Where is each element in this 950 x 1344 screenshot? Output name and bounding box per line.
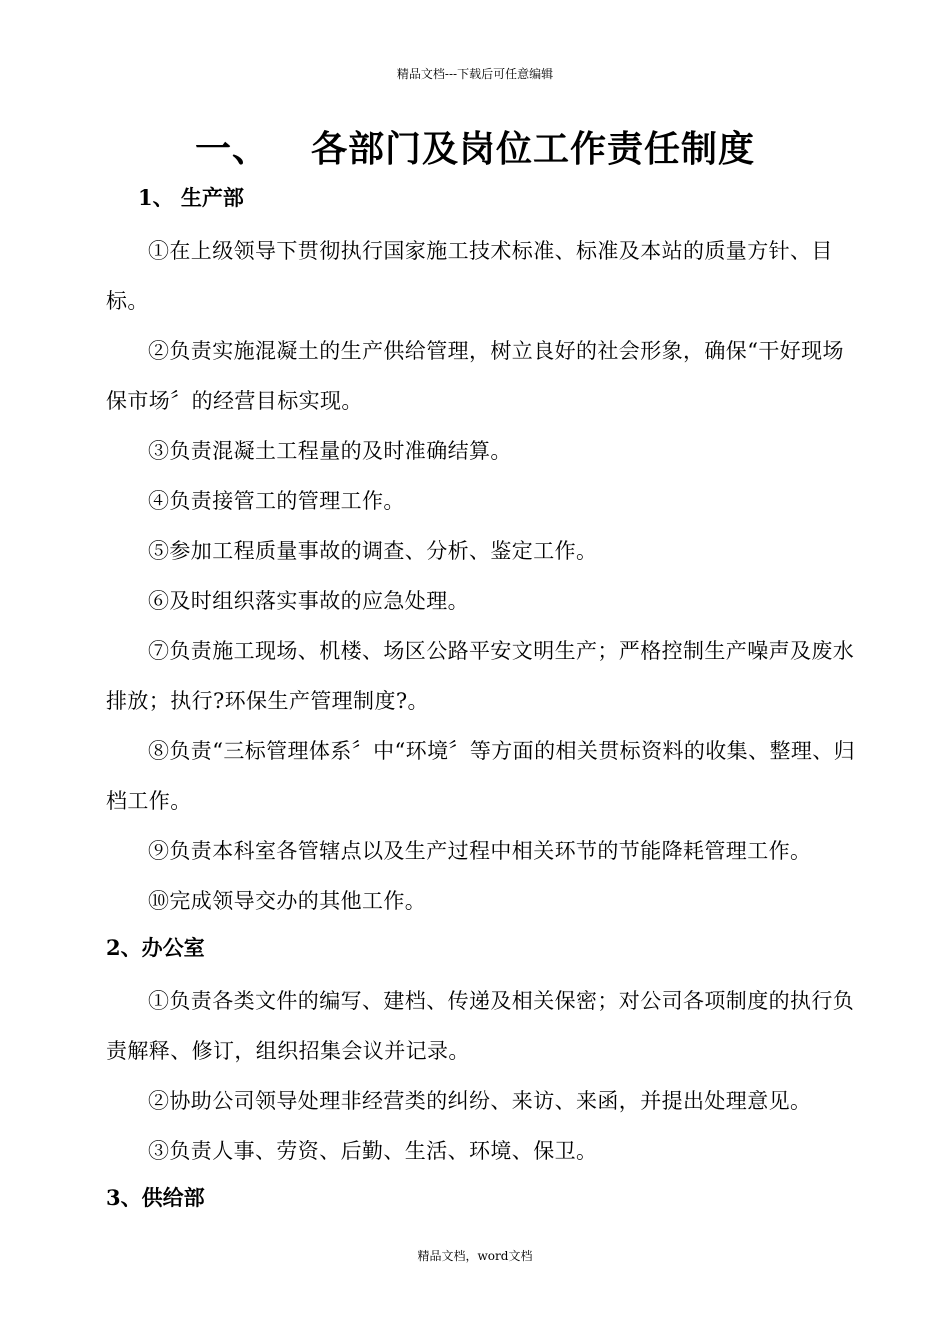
paragraph: ⑥及时组织落实事故的应急处理。 — [148, 589, 469, 613]
paragraph: ③负责混凝土工程量的及时准确结算。 — [148, 439, 512, 463]
section-heading-supply: 3、供给部 — [106, 1185, 205, 1210]
page-footer: 精品文档，word文档 — [417, 1249, 533, 1263]
paragraph: ②负责实施混凝土的生产供给管理，树立良好的社会形象，确保“干好现场保市场〞的经营目标实现。 — [106, 339, 844, 413]
paragraph: ⑨负责本科室各管辖点以及生产过程中相关环节的节能降耗管理工作。 — [148, 839, 812, 863]
paragraph: ②协助公司领导处理非经营类的纠纷、来访、来函，并提出处理意见。 — [148, 1089, 812, 1113]
document-body — [106, 176, 858, 1226]
paragraph: ③负责人事、劳资、后勤、生活、环境、保卫。 — [148, 1139, 598, 1163]
page-title — [0, 124, 950, 174]
paragraph: ④负责接管工的管理工作。 — [148, 489, 405, 513]
paragraph: ⑦负责施工现场、机楼、场区公路平安文明生产；严格控制生产噪声及废水排放；执行?环保生产管理制度?。 — [106, 639, 855, 713]
section-heading-office: 2、办公室 — [106, 935, 205, 960]
title-text: 各部门及岗位工作责任制度 — [311, 128, 756, 170]
paragraph: ①在上级领导下贯彻执行国家施工技术标准、标准及本站的质量方针、目标。 — [106, 239, 833, 313]
paragraph: ⑤参加工程质量事故的调查、分析、鉴定工作。 — [148, 539, 598, 563]
title-number: 一、 — [194, 128, 269, 170]
section-heading-production: 1、 生产部 — [138, 185, 244, 210]
paragraph: ⑧负责“三标管理体系〞中“环境〞等方面的相关贯标资料的收集、整理、归档工作。 — [106, 739, 856, 813]
paragraph: ①负责各类文件的编写、建档、传递及相关保密；对公司各项制度的执行负责解释、修订，组织招集会议并记录。 — [106, 989, 855, 1063]
paragraph: ⑩完成领导交办的其他工作。 — [148, 889, 427, 913]
page-header: 精品文档---下载后可任意编辑 — [396, 67, 554, 81]
